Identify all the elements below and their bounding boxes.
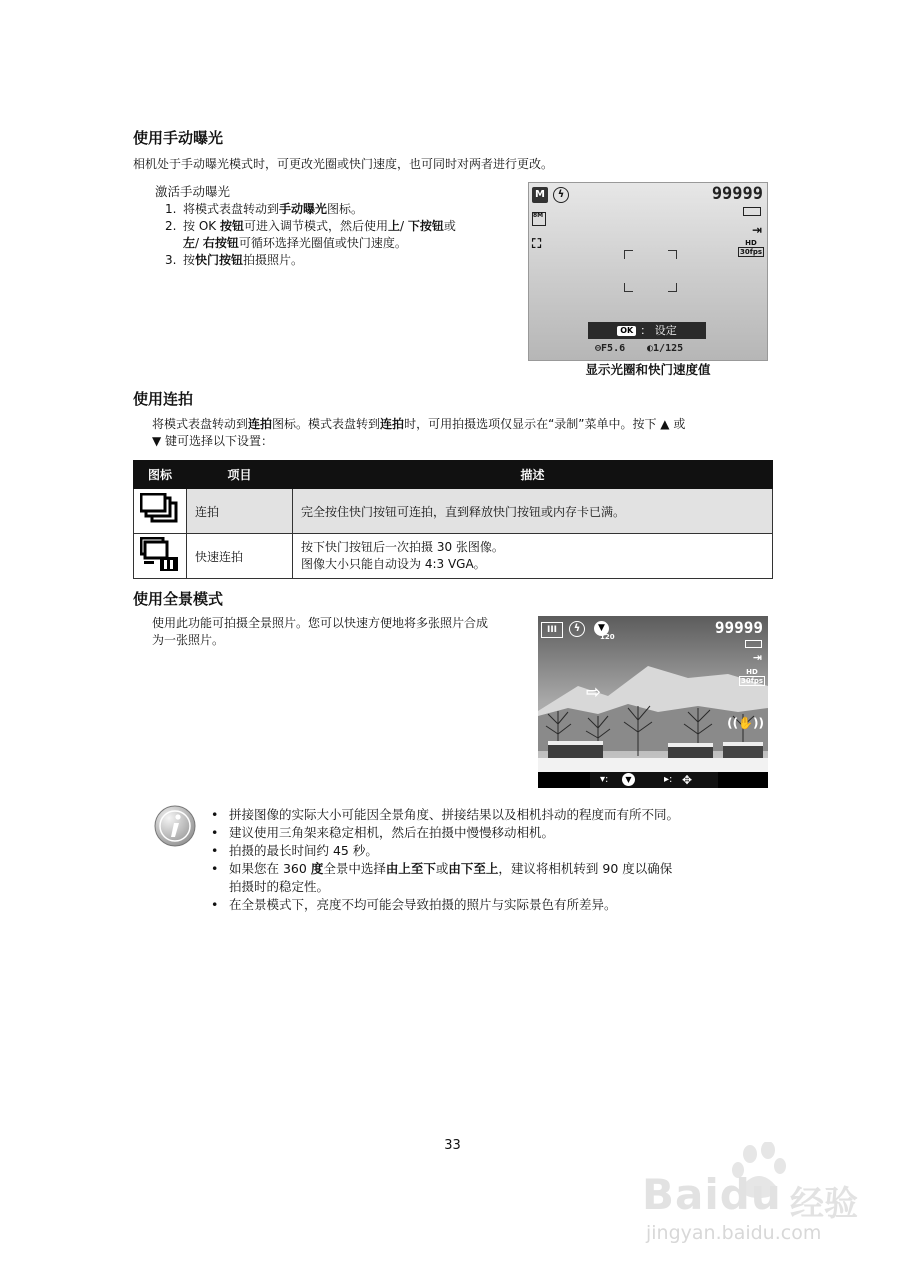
panorama-mode-icon: III (541, 622, 563, 638)
ok-key-icon: OK (617, 326, 636, 336)
panorama-lcd-screen (538, 616, 768, 788)
panorama-control-bar (590, 772, 718, 788)
manual-exposure-lcd-screen (528, 182, 768, 361)
shots-remaining: 99999 (714, 618, 763, 637)
watermark-url: jingyan.baidu.com (646, 1222, 822, 1244)
focus-frame-br (668, 283, 677, 292)
memory-in-icon: ⇥ (752, 651, 762, 664)
activate-manual-exposure-subtitle: 激活手动曝光 (155, 184, 231, 199)
step-2-continued: 左/ 右按钮可循环选择光圈值或快门速度。 (183, 236, 407, 250)
panorama-intro: 使用此功能可拍摄全景照片。您可以快速方便地将多张照片合成 为一张照片。 (152, 616, 489, 647)
focus-frame-tl (624, 250, 633, 259)
watermark-brand: Baidu (642, 1170, 782, 1219)
self-timer-icon: ▼ (622, 773, 635, 786)
memory-in-icon: ⇥ (751, 223, 762, 237)
list-item: • 建议使用三角架来稳定相机，然后在拍摄中慢慢移动相机。 (207, 824, 767, 842)
list-item: • 拼接图像的实际大小可能因全景角度、拼接结果以及相机抖动的程度而有所不同。 (207, 806, 767, 824)
high-speed-burst-icon (134, 534, 187, 579)
header-icon: 图标 (134, 461, 187, 489)
header-item: 项目 (187, 461, 293, 489)
manual-exposure-steps (165, 201, 505, 269)
direction-pad-icon: ✥ (682, 773, 693, 787)
watermark-jingyan: 经验 (790, 1184, 858, 1224)
manual-exposure-intro: 相机处于手动曝光模式时，可更改光圈或快门速度，也可同时对两者进行更改。 (133, 157, 554, 171)
step-3: 3. 按快门按钮拍摄照片。 (165, 253, 304, 267)
aperture-value: ⊖F5.6 (595, 343, 626, 354)
down-key-icon: ▾: (600, 774, 609, 785)
pan-direction-arrow-icon: ⇨ (586, 682, 602, 703)
page-number: 33 (444, 1138, 461, 1153)
table-row (134, 534, 773, 579)
panorama-scene-image (538, 616, 768, 788)
section-title-manual-exposure: 使用手动曝光 (133, 129, 224, 147)
shutter-dial-icon: ◐ (647, 343, 654, 354)
list-item: • 如果您在 360 度全景中选择由上至下或由下至上，建议将相机转到 90 度以确保 拍摄时的稳定性。 (207, 860, 767, 896)
section-title-burst: 使用连拍 (133, 390, 194, 408)
self-timer-icon: ▼ (594, 621, 609, 636)
video-resolution-icon: HD 30fps (740, 239, 762, 256)
table-row (134, 489, 773, 534)
flash-icon: ϟ (553, 187, 569, 203)
list-item: • 拍摄的最长时间约 45 秒。 (207, 842, 767, 860)
burst-intro: 将模式表盘转动到连拍图标。模式表盘转到连拍时，可用拍摄选项仅显示在“录制”菜单中。按下 ▲ 或 (152, 417, 686, 431)
ok-set-bar: OK ： 设定 (588, 322, 706, 339)
aperture-dial-icon: ⊖ (595, 343, 602, 354)
row-item: 快速连拍 (187, 534, 293, 579)
burst-intro-line2: ▼ 键可选择以下设置： (152, 434, 274, 448)
hand-shake-icon: ((✋)) (727, 716, 764, 730)
focus-frame-tr (668, 250, 677, 259)
row-description: 完全按住快门按钮可连拍，直到释放快门按钮或内存卡已满。 (293, 489, 773, 534)
battery-icon (745, 640, 762, 648)
header-description: 描述 (293, 461, 773, 489)
shutter-speed-value: ◐1/125 (647, 343, 684, 354)
video-resolution-icon: HD 30fps (741, 668, 763, 685)
row-description: 按下快门按钮后一次拍摄 30 张图像。 图像大小只能自动设为 4:3 VGA。 (293, 534, 773, 579)
screen-caption: 显示光圈和快门速度值 (585, 362, 711, 377)
right-key-icon: ▸: (664, 774, 673, 785)
baidu-jingyan-watermark (642, 1142, 892, 1252)
info-note-icon (153, 804, 197, 848)
list-item: • 在全景模式下，亮度不均可能会导致拍摄的照片与实际景色有所差异。 (207, 896, 767, 914)
manual-mode-icon: M (532, 187, 548, 203)
focus-frame-bl (624, 283, 633, 292)
step-1: 1. 将模式表盘转动到手动曝光图标。 (165, 202, 364, 216)
burst-settings-table (133, 460, 773, 579)
step-2: 2. 按 OK 按钮可进入调节模式，然后使用上/ 下按钮或 (165, 219, 456, 233)
flash-icon: ϟ (569, 621, 585, 637)
row-item: 连拍 (187, 489, 293, 534)
section-title-panorama: 使用全景模式 (133, 590, 224, 608)
quality-icon: ⛶ (532, 237, 542, 252)
shots-remaining: 99999 (711, 184, 763, 204)
panorama-notes-list (207, 806, 767, 914)
self-timer-value: 120 (600, 633, 615, 641)
image-size-icon: 8M (532, 212, 546, 226)
burst-icon (134, 489, 187, 534)
battery-icon (743, 207, 761, 216)
